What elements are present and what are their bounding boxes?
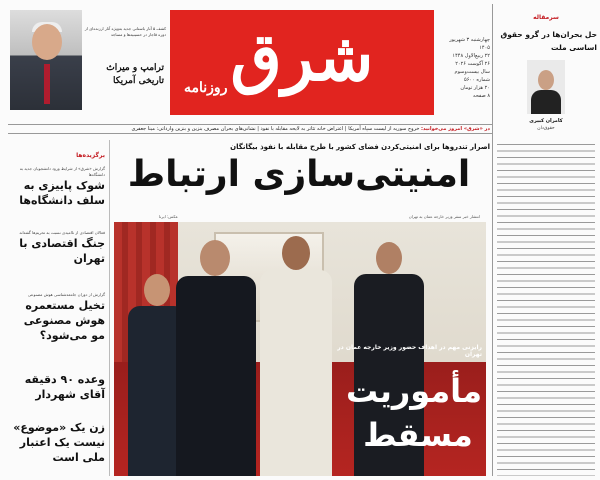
left-column-label: برگزیده‌ها — [76, 152, 105, 159]
issue-date-persian: چهارشنبه ۳ شهریور ۱۴۰۵ — [449, 37, 490, 51]
photo-title-line2: مسقط — [363, 416, 473, 454]
teaser-kicker: کشف ۵ آثار باستانی جدید به‌ویژه آثار ارزنده‌ای از دوره قاجار در حسینیه‌ها و مساجد — [84, 26, 166, 37]
teaser-title: ترامپ و میراث تاریخی آمریکا — [106, 63, 164, 86]
teaser-strip-text: خروج سوریه از لیست سپاه آمریکا | اعتراض خانه تئاتر به لایحه مقابله با نفوذ | نشانی‌های بحران مصرف بنزین و بنزین وارداتی: مینا جعفری — [131, 126, 422, 132]
editorial-body-text — [497, 140, 595, 476]
item-headline: جنگ اقتصادی با تهران — [19, 237, 105, 265]
issue-date-gregorian: ۲۶ آگوست ۲۰۲۶ — [455, 61, 490, 67]
lead-supertitle: اصرار تندروها برای امنیتی‌کردن فضای کشور با طرح مقابله با نفوذ بیگانگان — [230, 143, 490, 151]
left-column-item[interactable] — [7, 230, 105, 266]
item-headline: وعده ۹۰ دقیقه آقای شهردار — [24, 373, 105, 401]
photo-credit: عکس: ایرنا — [158, 214, 178, 219]
item-kicker: گزارش «شرق» از شرایط ورود دانشجویان جدید به دانشگاه‌ها — [19, 166, 105, 177]
left-teaser[interactable] — [6, 6, 168, 114]
author-role: حقوق‌دان — [537, 126, 555, 131]
issue-pages: ۸ صفحه — [473, 93, 490, 99]
photo-title-line1: مأموریت — [345, 372, 482, 410]
teaser-portrait-image — [10, 10, 82, 110]
item-kicker: گزارش از دوران جامعه‌شناسی هوش مصنوعی — [27, 292, 105, 297]
editorial-label: سرمقاله — [533, 14, 559, 21]
issue-year: سال بیست‌وسوم — [454, 69, 490, 75]
lead-photo[interactable] — [114, 222, 486, 476]
teaser-strip[interactable] — [8, 124, 492, 134]
issue-price: ۲۰ هزار تومان — [460, 85, 490, 91]
teaser-strip-prefix: در «شرق» امروز می‌خوانید: — [421, 126, 490, 132]
person-figure — [176, 240, 256, 476]
left-column-item[interactable] — [7, 420, 105, 465]
author-name: کامران کبیری — [529, 118, 563, 124]
editorial-title: حل بحران‌ها در گرو حقوق اساسی ملت — [500, 30, 597, 52]
item-headline: زن یک «موضوع» نیست یک اعتبار ملی است — [13, 421, 105, 464]
lead-small-caption: انتشار خبر سفر وزیر خارجه عمان به تهران — [408, 214, 480, 219]
logo-subtitle: روزنامه — [184, 80, 228, 96]
issue-info — [438, 36, 490, 100]
left-column-item[interactable] — [7, 372, 105, 402]
photo-caption: رایزنی مهم در اهداف حضور وزیر خارجه عمان در تهران — [337, 344, 482, 358]
item-headline: تخیل مستعمره هوش مصنوعی مو می‌شود؟ — [23, 299, 105, 342]
editorial-column[interactable] — [492, 4, 598, 476]
masthead-logo — [170, 10, 434, 115]
lead-headline[interactable]: امنیتی‌سازی ارتباط — [127, 154, 471, 195]
issue-number: شماره ۵۶۰۰ — [464, 77, 490, 83]
author-photo — [527, 60, 565, 114]
item-kicker: فعالان اقتصادی از ناامیدی نسبت به تحریم‌ها گفته‌اند — [19, 230, 105, 235]
item-headline: شوک پاییزی به سلف دانشگاه‌ها — [19, 179, 105, 207]
left-column — [6, 140, 110, 476]
logo-text: شرق — [230, 18, 374, 96]
person-figure — [260, 230, 332, 476]
left-column-item[interactable] — [7, 292, 105, 343]
left-column-item[interactable] — [7, 166, 105, 208]
issue-date-hijri: ۲۲ ربیع‌الاول ۱۴۴۸ — [452, 53, 490, 59]
